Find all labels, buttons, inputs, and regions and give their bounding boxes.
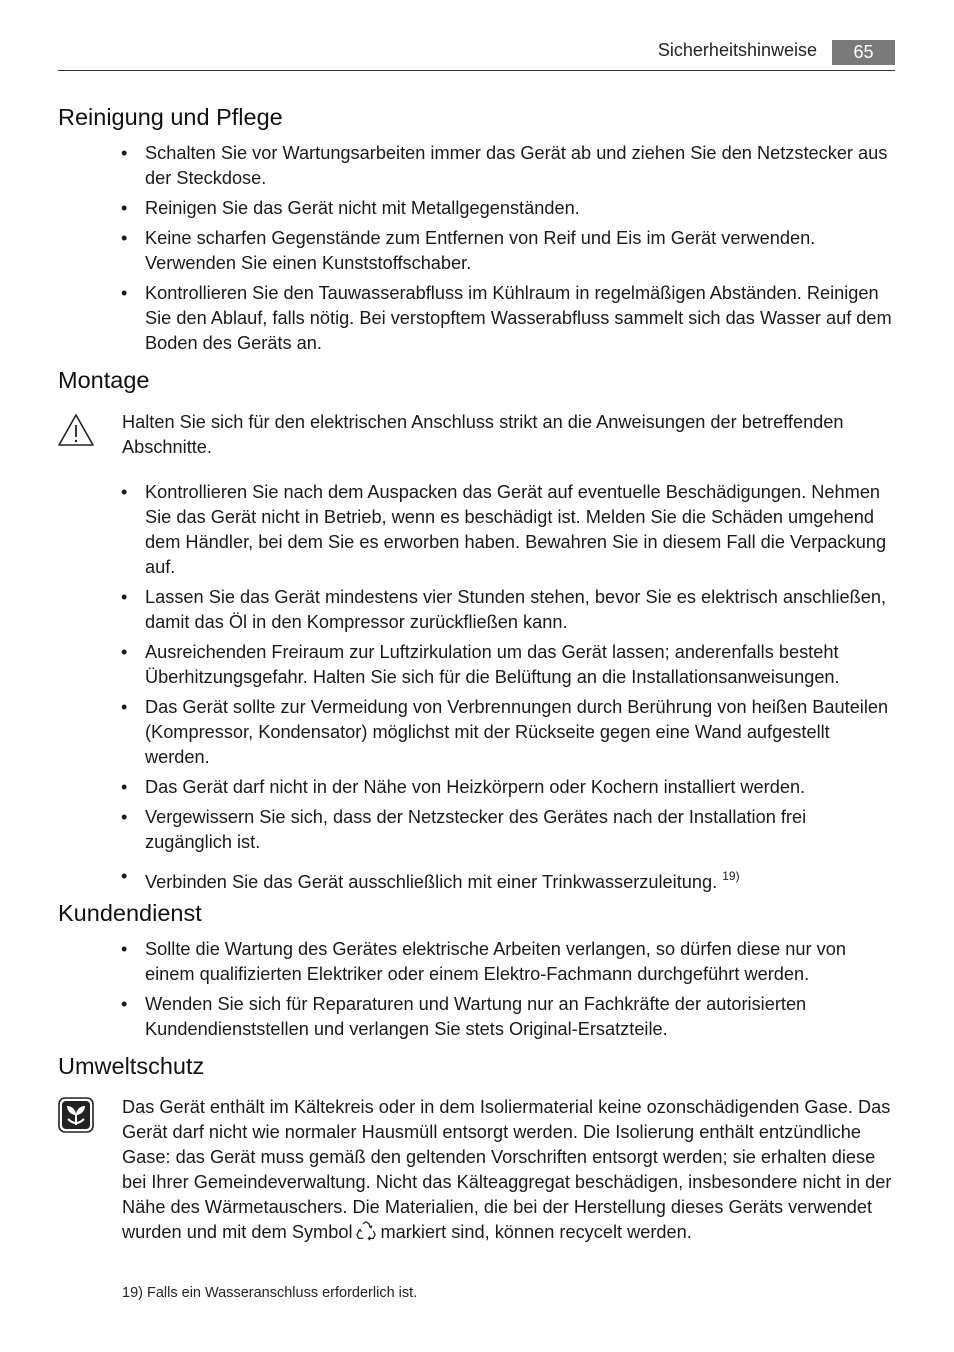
list-item: • Keine scharfen Gegenstände zum Entfernen von Reif und Eis im Gerät verwenden. Verwenden Sie einen Kunststoffschaber. — [121, 228, 816, 273]
heading-reinigung: Reinigung und Pflege — [58, 104, 283, 130]
list-kundendienst — [118, 937, 898, 1047]
list-montage — [118, 480, 898, 900]
footnote: 19) Falls ein Wasseranschluss erforderlich ist. — [122, 1285, 418, 1301]
bullet: • — [121, 777, 128, 797]
bullet: • — [121, 697, 128, 717]
footnote-reference: 19) — [722, 869, 740, 883]
bullet: • — [121, 482, 128, 502]
list-item: • Das Gerät sollte zur Vermeidung von Verbrennungen durch Berührung von heißen Bauteilen (Kompressor, Kondensator) möglichst mit der Rückseite gegen eine Wand aufgestellt werden. — [121, 697, 889, 767]
header-title: Sicherheitshinweise — [657, 40, 817, 60]
list-item: • Sollte die Wartung des Gerätes elektrische Arbeiten verlangen, so dürfen diese nur von einem qualifizierten Elektriker oder einem Elektro-Fachmann durchgeführt werden. — [121, 939, 846, 984]
list-item: • Ausreichenden Freiraum zur Luftzirkulation um das Gerät lassen; anderenfalls besteht Überhitzungsgefahr. Halten Sie sich für die Belüftung an die Installationsanweisungen. — [121, 642, 840, 687]
environment-plant-icon — [58, 1097, 94, 1133]
page-number: 65 — [832, 40, 895, 65]
bullet: • — [121, 283, 128, 303]
heading-montage: Montage — [58, 367, 150, 393]
list-item: • Schalten Sie vor Wartungsarbeiten immer das Gerät ab und ziehen Sie den Netzstecker aus der Steckdose. — [121, 143, 888, 188]
bullet: • — [121, 866, 128, 886]
montage-warning-text: Halten Sie sich für den elektrischen Anschluss strikt an die Anweisungen der betreffenden Abschnitte. — [122, 412, 844, 457]
list-item: • Das Gerät darf nicht in der Nähe von Heizkörpern oder Kochern installiert werden. — [118, 775, 898, 800]
bullet: • — [121, 807, 128, 827]
bullet: • — [121, 939, 128, 959]
bullet: • — [121, 994, 128, 1014]
heading-kundendienst: Kundendienst — [58, 900, 202, 926]
warning-triangle-icon — [57, 412, 95, 448]
list-item: • Kontrollieren Sie den Tauwasserabfluss im Kühlraum in regelmäßigen Abständen. Reinigen Sie den Ablauf, falls nötig. Bei verstopftem Wasserabfluss sammelt sich das Wasser auf dem Boden des Geräts an. — [121, 283, 892, 353]
list-item: • Verbinden Sie das Gerät ausschließlich mit einer Trinkwasserzuleitung. $^{19)}$ — [121, 866, 740, 892]
umweltschutz-text: Das Gerät enthält im Kältekreis oder in dem Isoliermaterial keine ozonschädigenden Gase. Das Gerät darf nicht wie normaler Hausmüll entsorgt werden. Die Isolierung enthält entzündliche Gase: das Gerät muss gemäß den geltenden Vorschriften entsorgt werden; sie erhalten diese bei Ihrer Gemeindeverwaltung. Nicht das Kälteaggregat beschädigen, insbesondere nicht in der Nähe des Wärmetauschers. Die Materialien, die bei der Herstellung dieses Geräts verwendet wurden und mit dem Symbol markiert sind, können recycelt werden. — [122, 1097, 892, 1242]
bullet: • — [121, 143, 128, 163]
list-item: • Vergewissern Sie sich, dass der Netzstecker des Gerätes nach der Installation frei zugänglich ist. — [121, 807, 807, 852]
page-header — [58, 36, 895, 71]
list-item: • Reinigen Sie das Gerät nicht mit Metallgegenständen. — [118, 196, 898, 221]
bullet: • — [121, 228, 128, 248]
bullet: • — [121, 587, 128, 607]
recycle-icon — [355, 1220, 377, 1242]
heading-umweltschutz: Umweltschutz — [58, 1053, 205, 1079]
list-item: • Wenden Sie sich für Reparaturen und Wartung nur an Fachkräfte der autorisierten Kundendienststellen und verlangen Sie stets Original-Ersatzteile. — [121, 994, 807, 1039]
bullet: • — [121, 642, 128, 662]
list-reinigung — [118, 141, 898, 361]
list-item: • Kontrollieren Sie nach dem Auspacken das Gerät auf eventuelle Beschädigungen. Nehmen Sie das Gerät nicht in Betrieb, wenn es beschädigt ist. Melden Sie die Schäden umgehend dem Händler, bei dem Sie es erworben haben. Bewahren Sie in diesem Fall die Verpackung auf. — [121, 482, 887, 577]
list-item: • Lassen Sie das Gerät mindestens vier Stunden stehen, bevor Sie es elektrisch anschließen, damit das Öl in den Kompressor zurückfließen kann. — [121, 587, 887, 632]
bullet: • — [121, 198, 128, 218]
